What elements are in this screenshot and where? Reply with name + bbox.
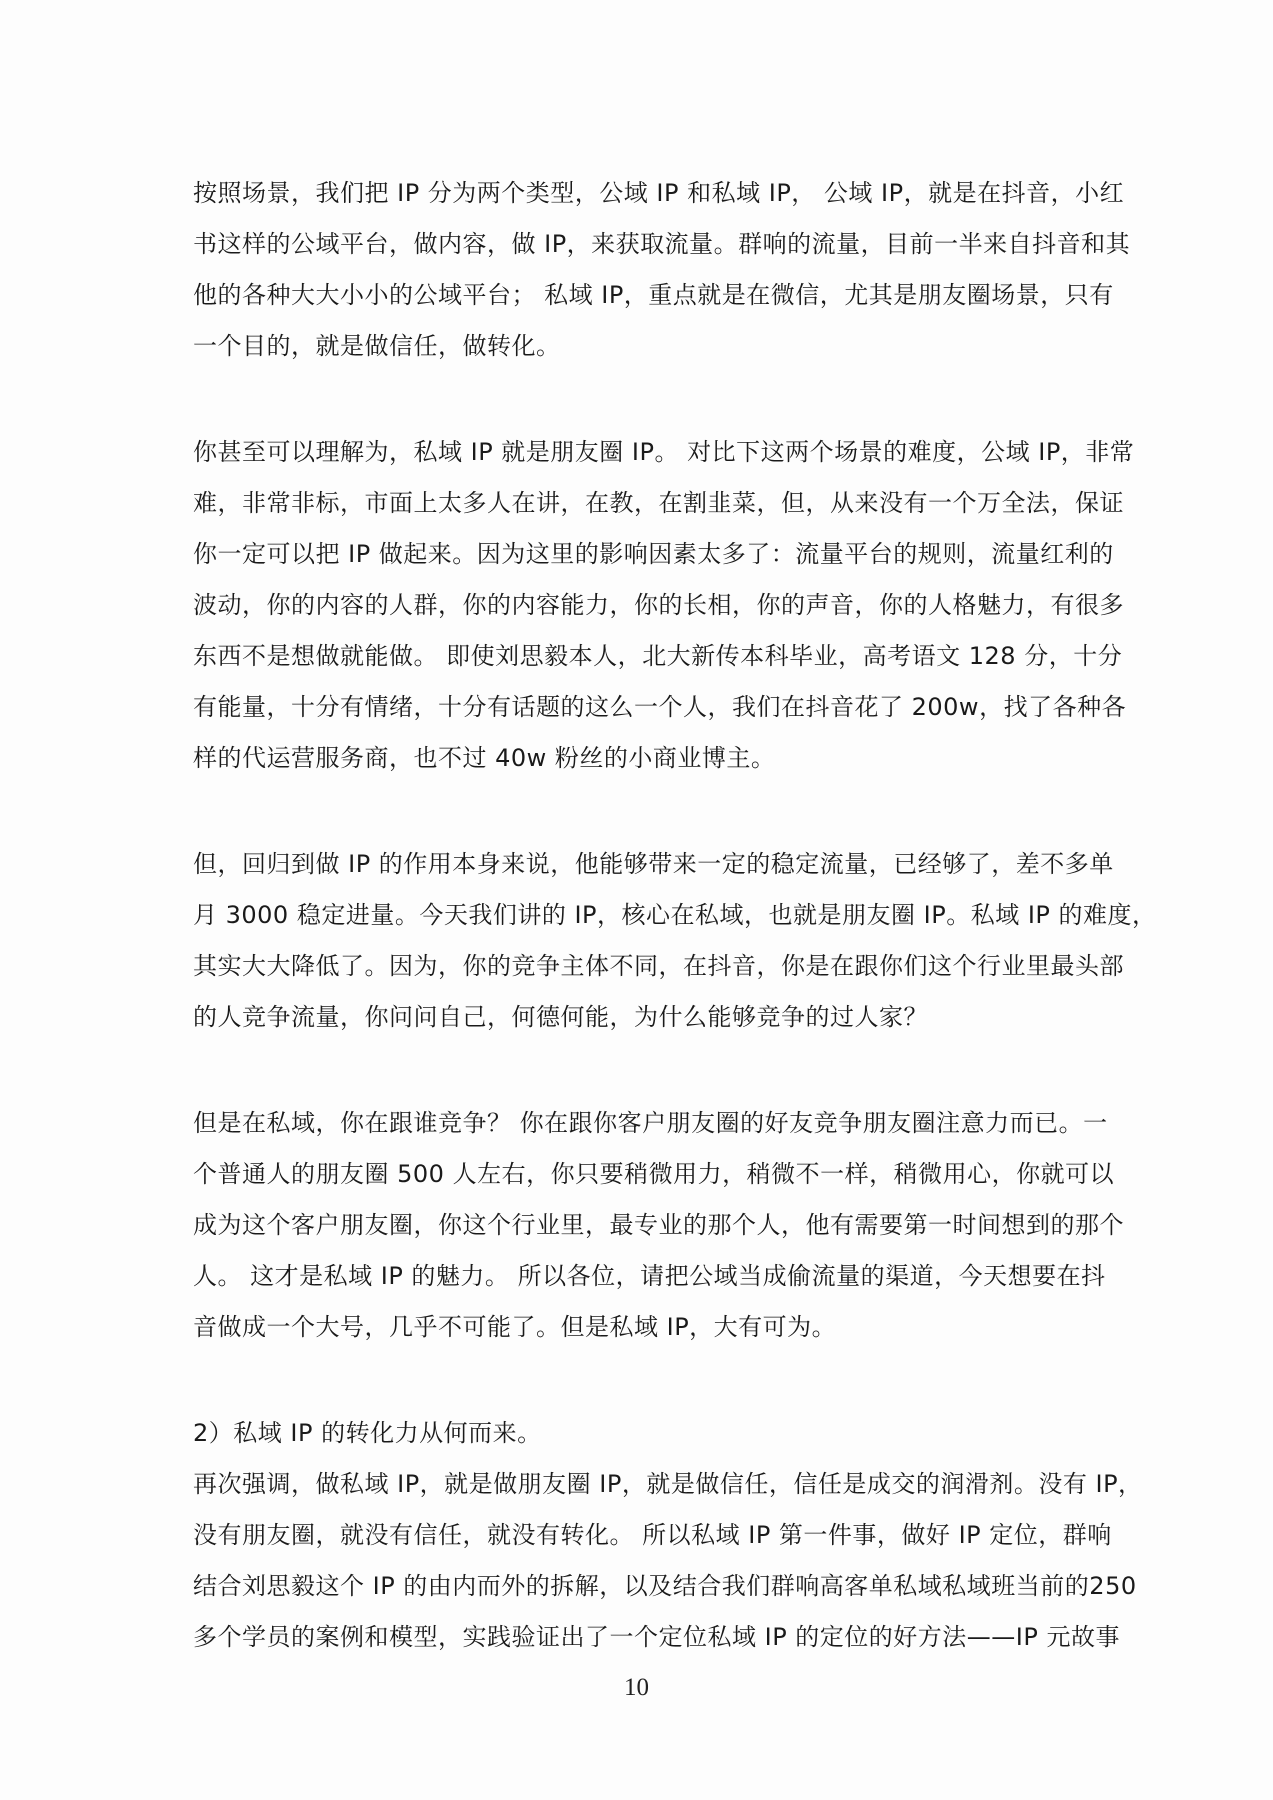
paragraph-spacer bbox=[193, 784, 1093, 839]
text-line: 你一定可以把 IP 做起来。因为这里的影响因素太多了：流量平台的规则，流量红利的 bbox=[193, 540, 1114, 568]
paragraph-2 bbox=[193, 427, 1135, 784]
text-line: 有能量，十分有情绪，十分有话题的这么一个人，我们在抖音花了 200w，找了各种各 bbox=[193, 693, 1127, 721]
text-line: 月 3000 稳定进量。今天我们讲的 IP，核心在私域，也就是朋友圈 IP。私域 IP 的难度， bbox=[193, 901, 1157, 929]
text-line: 样的代运营服务商，也不过 40w 粉丝的小商业博主。 bbox=[193, 744, 776, 772]
text-line: 但，回归到做 IP 的作用本身来说，他能够带来一定的稳定流量，已经够了，差不多单 bbox=[193, 850, 1114, 878]
text-line: 个普通人的朋友圈 500 人左右，你只要稍微用力，稍微不一样，稍微用心，你就可以 bbox=[193, 1160, 1115, 1188]
page-number: 10 bbox=[624, 1674, 649, 1701]
text-line: 再次强调，做私域 IP，就是做朋友圈 IP，就是做信任，信任是成交的润滑剂。没有 IP， bbox=[193, 1470, 1143, 1498]
text-line: 你甚至可以理解为，私域 IP 就是朋友圈 IP。 对比下这两个场景的难度，公域 IP，非常 bbox=[193, 438, 1135, 466]
paragraph-spacer bbox=[193, 1353, 1093, 1408]
text-line: 他的各种大大小小的公域平台； 私域 IP，重点就是在微信，尤其是朋友圈场景，只有 bbox=[193, 281, 1114, 309]
text-line: 但是在私域，你在跟谁竞争？ 你在跟你客户朋友圈的好友竞争朋友圈注意力而已。一 bbox=[193, 1109, 1108, 1137]
paragraph-5 bbox=[193, 1459, 1143, 1663]
text-line: 成为这个客户朋友圈，你这个行业里，最专业的那个人，他有需要第一时间想到的那个 bbox=[193, 1211, 1124, 1239]
paragraph-spacer bbox=[193, 1043, 1093, 1098]
text-line: 的人竞争流量，你问问自己，何德何能，为什么能够竞争的过人家？ bbox=[193, 1003, 928, 1031]
text-line: 一个目的，就是做信任，做转化。 bbox=[193, 332, 561, 360]
text-line: 没有朋友圈，就没有信任，就没有转化。 所以私域 IP 第一件事，做好 IP 定位，群响 bbox=[193, 1521, 1112, 1549]
text-line: 东西不是想做就能做。 即使刘思毅本人，北大新传本科毕业，高考语文 128 分，十分 bbox=[193, 642, 1123, 670]
text-line: 结合刘思毅这个 IP 的由内而外的拆解，以及结合我们群响高客单私域私域班当前的250 bbox=[193, 1572, 1137, 1600]
text-line: 难，非常非标，市面上太多人在讲，在教，在割韭菜，但，从来没有一个万全法，保证 bbox=[193, 489, 1124, 517]
text-line: 其实大大降低了。因为，你的竞争主体不同，在抖音，你是在跟你们这个行业里最头部 bbox=[193, 952, 1124, 980]
section-heading: 2）私域 IP 的转化力从何而来。 bbox=[193, 1419, 542, 1447]
text-line: 多个学员的案例和模型，实践验证出了一个定位私域 IP 的定位的好方法——IP 元故事 bbox=[193, 1623, 1120, 1651]
paragraph-1 bbox=[193, 168, 1131, 372]
paragraph-4 bbox=[193, 1098, 1124, 1353]
text-line: 音做成一个大号，几乎不可能了。但是私域 IP，大有可为。 bbox=[193, 1313, 837, 1341]
paragraph-3 bbox=[193, 839, 1157, 1043]
text-line: 人。 这才是私域 IP 的魅力。 所以各位，请把公域当成偷流量的渠道，今天想要在抖 bbox=[193, 1262, 1106, 1290]
document-body bbox=[193, 168, 1157, 1663]
text-line: 书这样的公域平台，做内容，做 IP，来获取流量。群响的流量，目前一半来自抖音和其 bbox=[193, 230, 1131, 258]
text-line: 按照场景，我们把 IP 分为两个类型，公域 IP 和私域 IP， 公域 IP，就是在抖音，小红 bbox=[193, 179, 1125, 207]
paragraph-spacer bbox=[193, 372, 1093, 427]
text-line: 波动，你的内容的人群，你的内容能力，你的长相，你的声音，你的人格魅力，有很多 bbox=[193, 591, 1124, 619]
